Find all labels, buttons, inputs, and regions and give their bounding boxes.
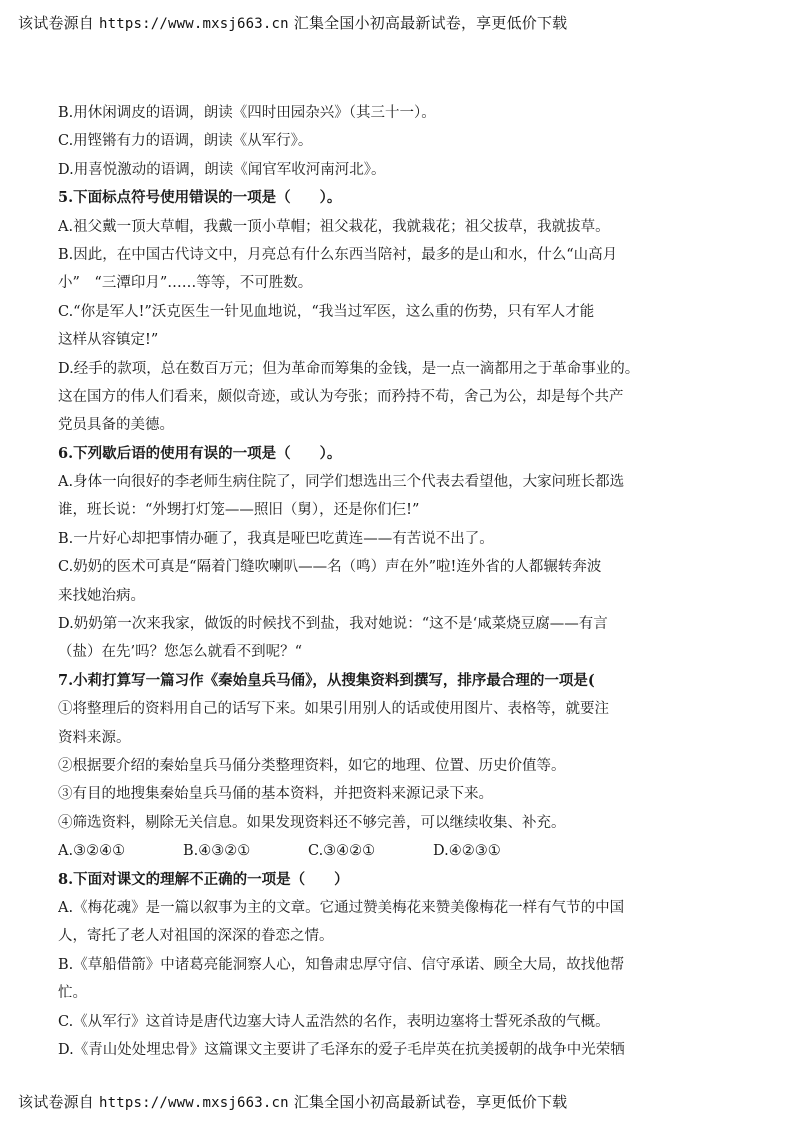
q5-option-c-line1: C.“你是军人!”沃克医生一针见血地说，“我当过军医，这么重的伤势，只有军人才能 [58, 303, 595, 320]
page-header-watermark [18, 12, 567, 33]
q7-option-a: A.③②④① [58, 843, 126, 860]
q7-option-c: C.③④②① [308, 843, 376, 860]
q8-option-c: C.《从军行》这首诗是唐代边塞大诗人孟浩然的名作，表明边塞将士誓死杀敌的气概。 [58, 1013, 610, 1030]
q7-step-2: ②根据要介绍的秦始皇兵马俑分类整理资料，如它的地理、位置、历史价值等。 [58, 757, 566, 774]
question-8-title: 8.下面对课文的理解不正确的一项是（ ） [58, 870, 349, 888]
q8-option-a-line2: 人，寄托了老人对祖国的深深的眷恋之情。 [58, 928, 334, 945]
q5-option-c-line2: 这样从容镇定!” [58, 332, 159, 349]
q4-option-d: D.用喜悦激动的语调，朗读《闻官军收河南河北》。 [58, 161, 386, 178]
q5-option-a: A.祖父戴一顶大草帽，我戴一顶小草帽；祖父栽花，我就栽花；祖父拔草，我就拔草。 [58, 218, 610, 235]
q5-option-b-line2: 小” “三潭印月”……等等，不可胜数。 [58, 275, 313, 292]
q8-option-d-line1: D.《青山处处埋忠骨》这篇课文主要讲了毛泽东的爱子毛岸英在抗美援朝的战争中光荣牺 [58, 1041, 625, 1058]
header-url-link[interactable]: https://www.mxsj663.cn [98, 16, 289, 32]
page-footer-watermark [18, 1091, 567, 1112]
q5-option-d-line2: 这在国方的伟人们看来，颇似奇迹，或认为夸张；而矜持不苟，舍己为公，却是每个共产 [58, 388, 624, 405]
q7-options-row [58, 837, 748, 865]
q7-option-b: B.④③②① [183, 843, 251, 860]
q6-option-c-line1: C.奶奶的医术可真是“隔着门缝吹喇叭——名（鸣）声在外”啦!连外省的人都辗转奔波 [58, 559, 602, 576]
question-5-title: 5.下面标点符号使用错误的一项是（ ）。 [58, 189, 342, 207]
q4-option-b: B.用休闲调皮的语调，朗读《四时田园杂兴》（其三十一）。 [58, 105, 436, 121]
exam-content [58, 99, 748, 1064]
q7-step-3: ③有目的地搜集秦始皇兵马俑的基本资料，并把资料来源记录下来。 [58, 786, 493, 803]
q7-step-4: ④筛选资料，剔除无关信息。如果发现资料还不够完善，可以继续收集、补充。 [58, 814, 566, 831]
question-6-title: 6.下列歇后语的使用有误的一项是（ ）。 [58, 444, 342, 462]
q6-option-b: B.一片好心却把事情办砸了，我真是哑巴吃黄连——有苦说不出了。 [58, 530, 494, 547]
header-suffix: 汇集全国小初高最新试卷，享更低价下载 [288, 14, 568, 32]
q8-option-b-line2: 忙。 [58, 985, 87, 1002]
footer-url-link[interactable]: https://www.mxsj663.cn [98, 1095, 289, 1111]
question-7-title: 7.小莉打算写一篇习作《秦始皇兵马俑》，从搜集资料到撰写，排序最合理的一项是( [58, 671, 595, 689]
q5-option-d-line1: D.经手的款项，总在数百万元；但为革命而筹集的金钱，是一点一滴都用之于革命事业的。 [58, 360, 640, 377]
q6-option-d-line2: （盐）在先’吗？您怎么就看不到呢？“ [58, 644, 303, 661]
q6-option-a-line2: 谁，班长说：“外甥打灯笼——照旧（舅），还是你们仨!” [58, 502, 420, 519]
q7-option-d: D.④②③① [433, 843, 501, 860]
footer-prefix: 该试卷源自 [18, 1093, 99, 1111]
q6-option-c-line2: 来找她治病。 [58, 587, 145, 604]
q5-option-b-line1: B.因此，在中国古代诗文中，月亮总有什么东西当陪衬，最多的是山和水，什么“山高月 [58, 246, 618, 263]
q5-option-d-line3: 党员具备的美德。 [58, 417, 174, 434]
q8-option-b-line1: B.《草船借箭》中诸葛亮能洞察人心，知鲁肃忠厚守信、信守承诺、顾全大局，故找他帮 [58, 956, 625, 973]
q6-option-d-line1: D.奶奶第一次来我家，做饭的时候找不到盐，我对她说：“这不是‘咸菜烧豆腐——有言 [58, 616, 608, 633]
q6-option-a-line1: A.身体一向很好的李老师生病住院了，同学们想选出三个代表去看望他，大家问班长都选 [58, 474, 625, 491]
footer-suffix: 汇集全国小初高最新试卷，享更低价下载 [288, 1093, 568, 1111]
q8-option-a-line1: A.《梅花魂》是一篇以叙事为主的文章。它通过赞美梅花来赞美像梅花一样有气节的中国 [58, 899, 625, 916]
q7-step-1-line1: ①将整理后的资料用自己的话写下来。如果引用别人的话或使用图片、表格等，就要注 [58, 701, 609, 718]
q4-option-c: C.用铿锵有力的语调，朗读《从军行》。 [58, 133, 313, 150]
header-prefix: 该试卷源自 [18, 14, 99, 32]
q7-step-1-line2: 资料来源。 [58, 729, 131, 746]
